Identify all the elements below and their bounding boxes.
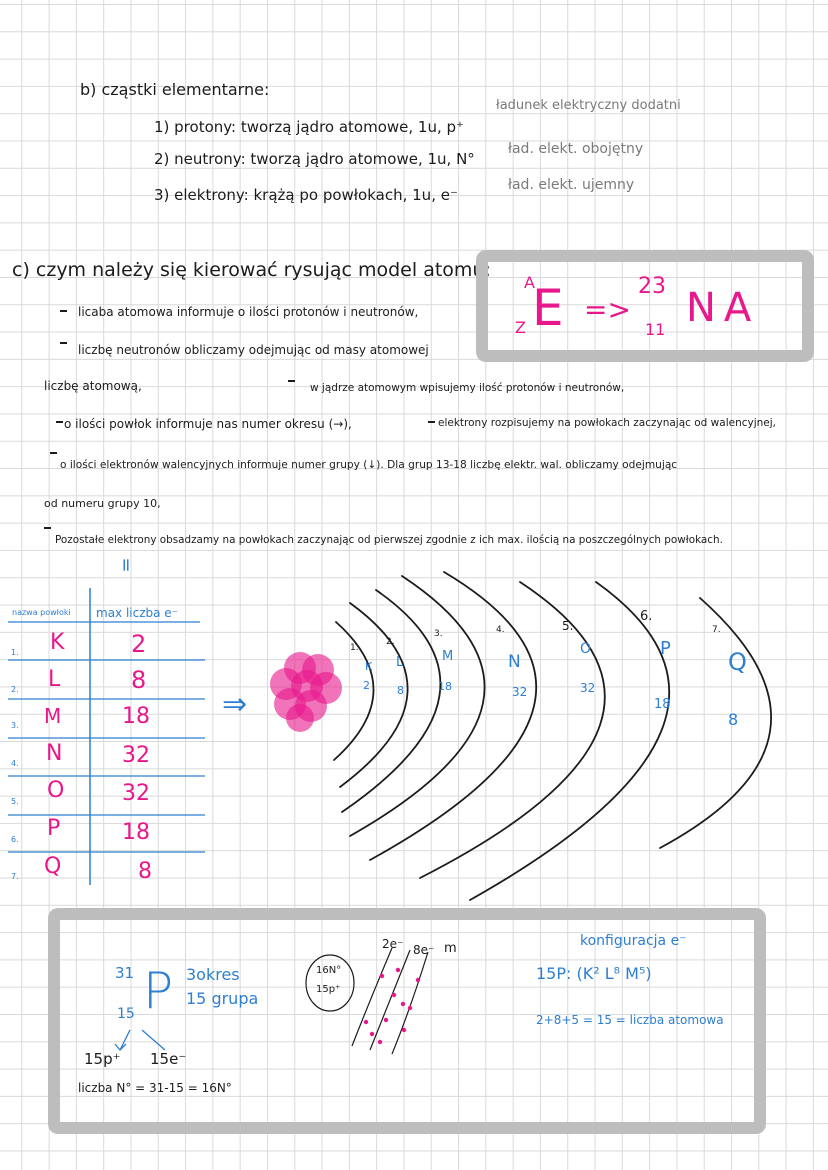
rule-valence-cont: od numeru grupy 10, bbox=[44, 497, 161, 510]
rule-neutron-count: liczbę neutronów obliczamy odejmując od masy atomowej bbox=[78, 343, 429, 357]
atom-shell-num: 5. bbox=[562, 619, 574, 633]
rule-shell-count: o ilości powłok informuje nas numer okresu (→), bbox=[64, 417, 352, 431]
notation-element-symbol: E bbox=[532, 279, 564, 337]
table-row-max: 18 bbox=[122, 704, 150, 729]
atom-shell-letter: P bbox=[660, 638, 671, 659]
section-b-heading: b) cząstki elementarne: bbox=[80, 80, 270, 99]
notation-element-value: NA bbox=[686, 285, 760, 331]
atom-shell-count: 8 bbox=[397, 684, 404, 697]
atom-shell-num: 7. bbox=[712, 625, 721, 635]
example-electrons: 15e⁻ bbox=[150, 1050, 187, 1068]
atom-shell-count: 18 bbox=[654, 697, 671, 712]
rule-neutron-count-cont: liczbę atomową, bbox=[44, 379, 142, 393]
rule-valence: o ilości elektronów walencyjnych informuje numer grupy (↓). Dla grup 13-18 liczbę elektr. wal. obliczamy odejmując bbox=[60, 459, 678, 471]
example-shell-e2: 8e⁻ bbox=[413, 943, 435, 957]
example-nucleus-p: 15p⁺ bbox=[316, 984, 341, 995]
particle-protons: 1) protony: tworzą jądro atomowe, 1u, p⁺ bbox=[154, 118, 464, 136]
table-row-num: 5. bbox=[11, 797, 19, 806]
table-header-name: nazwa powłoki bbox=[12, 608, 71, 617]
atom-shell-letter: Q bbox=[728, 648, 747, 676]
config-title: konfiguracja e⁻ bbox=[580, 933, 687, 949]
atom-shell-letter: K bbox=[365, 660, 373, 673]
table-row-shell: M bbox=[44, 704, 62, 728]
example-protons: 15p⁺ bbox=[84, 1050, 121, 1068]
rule-electron-placement: elektrony rozpisujemy na powłokach zaczynając od walencyjnej, bbox=[438, 417, 776, 429]
particle-neutrons-note: ład. elekt. obojętny bbox=[508, 141, 644, 157]
notation-mass-value: 23 bbox=[638, 274, 666, 299]
example-atomic: 15 bbox=[117, 1006, 135, 1022]
table-row-num: 3. bbox=[11, 721, 19, 730]
atom-shell-count: 32 bbox=[512, 685, 528, 699]
atom-shell-num: 1. bbox=[350, 643, 359, 653]
atom-shell-count: 32 bbox=[580, 681, 596, 695]
config-line: 15P: (K² L⁸ M⁵) bbox=[536, 964, 652, 983]
table-row-max: 18 bbox=[122, 820, 150, 845]
atom-shell-num: 2. bbox=[386, 637, 395, 647]
atom-shell-letter: N bbox=[508, 652, 521, 672]
notation-atomic-symbol: Z bbox=[515, 318, 526, 337]
notation-atomic-value: 11 bbox=[645, 320, 666, 339]
table-row-shell: K bbox=[50, 630, 65, 655]
config-sum: 2+8+5 = 15 = liczba atomowa bbox=[536, 1013, 724, 1027]
table-row-num: 7. bbox=[11, 872, 19, 881]
atom-shell-letter: M bbox=[442, 649, 454, 664]
table-row-num: 1. bbox=[11, 648, 19, 657]
example-mass: 31 bbox=[115, 964, 135, 982]
atom-shell-letter: O bbox=[580, 641, 592, 657]
notation-mass-symbol: A bbox=[524, 273, 535, 292]
table-row-num: 6. bbox=[11, 835, 19, 844]
table-row-shell: P bbox=[47, 816, 61, 841]
example-group: 15 grupa bbox=[186, 989, 259, 1008]
table-row-shell: N bbox=[46, 741, 63, 766]
table-row-num: 2. bbox=[11, 685, 19, 694]
example-period: 3okres bbox=[186, 965, 240, 984]
atom-shell-count: 2 bbox=[363, 679, 370, 692]
table-header-max: max liczba e⁻ bbox=[96, 606, 179, 620]
table-row-shell: L bbox=[48, 667, 61, 692]
atom-shell-num: 6. bbox=[640, 609, 653, 624]
table-row-num: 4. bbox=[11, 759, 19, 768]
particle-protons-note: ładunek elektryczny dodatni bbox=[496, 98, 681, 113]
atom-shell-count: 8 bbox=[728, 710, 739, 729]
table-row-max: 2 bbox=[131, 630, 147, 658]
table-row-shell: O bbox=[47, 778, 65, 803]
notation-arrow: => bbox=[584, 293, 631, 326]
atom-shell-num: 4. bbox=[496, 625, 505, 635]
rule-remaining-electrons: Pozostałe elektrony obsadzamy na powłokach zaczynając od pierwszej zgodnie z ich max. ilością na poszczególnych powłokach. bbox=[55, 534, 723, 546]
table-row-max: 8 bbox=[131, 666, 147, 694]
example-neutron-calc: liczba N° = 31-15 = 16N° bbox=[78, 1081, 232, 1095]
atom-shell-num: 3. bbox=[434, 629, 443, 639]
example-symbol: P bbox=[143, 962, 174, 1020]
table-row-max: 32 bbox=[122, 781, 150, 806]
section-c-heading: c) czym należy się kierować rysując model atomu: bbox=[12, 259, 491, 281]
particle-electrons-note: ład. elekt. ujemny bbox=[508, 177, 635, 193]
table-row-max: 8 bbox=[138, 859, 152, 884]
particle-neutrons: 2) neutrony: tworzą jądro atomowe, 1u, N° bbox=[154, 150, 475, 168]
particle-electrons: 3) elektrony: krążą po powłokach, 1u, e⁻ bbox=[154, 186, 458, 204]
arrow-to-atom: ⇒ bbox=[222, 687, 248, 722]
table-row-shell: Q bbox=[44, 854, 62, 879]
rule-atomic-number: licaba atomowa informuje o ilości protonów i neutronów, bbox=[78, 305, 419, 319]
rule-nucleus: w jądrze atomowym wpisujemy ilość protonów i neutronów, bbox=[310, 382, 625, 394]
atom-shell-count: 18 bbox=[438, 680, 452, 693]
example-nucleus-n: 16N° bbox=[316, 965, 342, 976]
table-row-max: 32 bbox=[122, 743, 150, 768]
atom-shell-letter: L bbox=[396, 655, 404, 670]
example-shell-e3: m bbox=[444, 941, 457, 956]
equals-arrow-mark: = bbox=[115, 557, 137, 573]
example-shell-e1: 2e⁻ bbox=[382, 937, 404, 951]
